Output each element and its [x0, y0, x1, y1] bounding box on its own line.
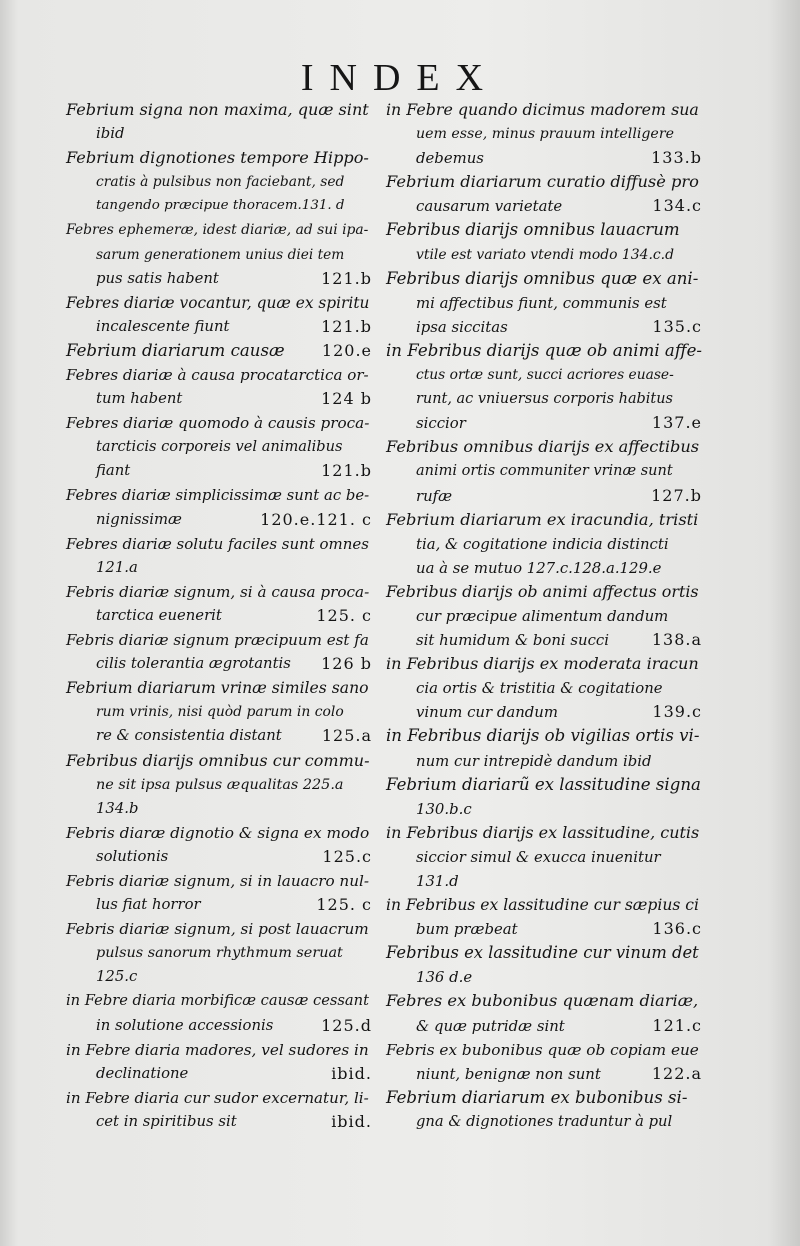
index-entry	[386, 989, 702, 1037]
index-entry-line: num cur intrepidè dandum ibid	[416, 751, 652, 770]
index-entry-line: Febribus omnibus diarijs ex affectibus	[386, 437, 700, 457]
index-entry	[66, 291, 372, 339]
index-entry-line: 130.b.c	[416, 799, 472, 818]
index-entry-line: in Febre diaria madores, vel sudores in	[66, 1040, 369, 1059]
index-entry-line: Febrium dignotiones tempore Hippo-	[66, 148, 369, 168]
index-entry-line: ipsa siccitas	[416, 317, 508, 336]
page-reference: 124 b	[321, 389, 372, 409]
index-entry-line: tarctica euenerit	[96, 606, 222, 624]
index-entry-line: cia ortis & tristitia & cogitatione	[416, 679, 663, 698]
index-entry-line: debemus	[416, 149, 484, 168]
index-entry-line: cet in spiritibus sit	[96, 1112, 237, 1130]
index-entry-line: mi affectibus fiunt, communis est	[416, 293, 667, 312]
index-entry-line: pulsus sanorum rhythmum seruat	[96, 945, 343, 962]
index-entry-line: 121.a	[96, 558, 138, 576]
index-entry-line: in Febribus diarijs ex lassitudine, cutis	[386, 822, 700, 842]
index-entry-line: in Febre diaria cur sudor excernatur, li-	[66, 1088, 369, 1107]
index-entry	[66, 146, 372, 218]
index-entry	[386, 339, 702, 435]
index-entry-line: Febris diariæ signum, si à causa proca-	[66, 582, 370, 601]
page-reference: 125. c	[316, 605, 372, 625]
index-entry-line: declinatione	[96, 1064, 189, 1082]
index-entry-line: in Febribus diarijs ex moderata iracun	[386, 654, 699, 674]
index-entry-line: causarum varietate	[416, 197, 563, 216]
page-reference: 125.d	[321, 1015, 372, 1035]
index-entry-line: ua à se mutuo 127.c.128.a.129.e	[416, 558, 662, 577]
index-entry-line: tangendo præcipue thoracem.131. d	[96, 198, 345, 214]
page-reference: 125.c	[322, 846, 372, 866]
index-entry	[66, 821, 372, 869]
index-entry	[386, 508, 702, 580]
index-entry-line: ibid	[96, 125, 125, 143]
index-entry	[66, 989, 372, 1037]
index-entry	[386, 1086, 702, 1134]
index-entry-line: tum habent	[96, 390, 183, 408]
index-entry-line: Febrium signa non maxima, quæ sint	[66, 100, 369, 119]
index-entry-line: Febris diariæ signum, si in lauacro nul-	[66, 872, 369, 890]
index-entry-line: lus fiat horror	[96, 896, 201, 914]
index-entry	[66, 532, 372, 580]
index-entry-line: niunt, benignæ non sunt	[416, 1064, 601, 1083]
page-reference: ibid.	[331, 1111, 372, 1131]
index-entry	[66, 484, 372, 532]
index-entry-line: Febrium diariarum curatio diffusè pro	[386, 172, 699, 192]
index-entry-line: Febres diariæ vocantur, quæ ex spiritu	[66, 293, 370, 312]
page-reference: 127.b	[651, 485, 702, 505]
index-entry-line: Febres diariæ solutu faciles sunt omnes	[66, 534, 369, 553]
page-reference: 133.b	[651, 148, 702, 168]
index-entry-line: Febres diariæ simplicissimæ sunt ac be-	[66, 486, 370, 504]
index-entry-line: Febris diariæ signum præcipuum est fa	[66, 631, 369, 650]
index-entry-line: rum vrinis, nisi quòd parum in colo	[96, 704, 344, 721]
index-entry-line: 125.c	[96, 968, 138, 986]
index-column-right	[386, 98, 702, 1134]
index-entry-line: siccior simul & exucca inuenitur	[416, 847, 661, 866]
index-entry-line: ctus ortæ sunt, succi acriores euase-	[416, 367, 674, 384]
index-entry-line: incalescente fiunt	[96, 317, 230, 335]
index-entry	[66, 869, 372, 917]
index-entry-line: Febrium diariarum ex bubonibus si-	[386, 1087, 688, 1107]
index-entry-line: ne sit ipsa pulsus æqualitas 225.a	[96, 776, 344, 793]
index-entry-line: 136 d.e	[416, 968, 473, 987]
index-entry-line: animi ortis communiter vrinæ sunt	[416, 463, 673, 480]
page-reference: 135.c	[652, 316, 702, 336]
page-reference: 121.b	[321, 268, 372, 288]
index-entry-line: siccior	[416, 414, 466, 433]
index-entry-line: pus satis habent	[96, 269, 219, 287]
index-entry	[66, 628, 372, 676]
index-entry-line: Febres ephemeræ, idest diariæ, ad sui ipa-	[66, 222, 369, 239]
index-entry-line: Febris diaræ dignotio & signa ex modo	[66, 823, 370, 842]
index-entry-line: rufæ	[416, 486, 453, 505]
page-reference: 138.a	[651, 630, 702, 650]
index-entry	[66, 218, 372, 290]
index-entry-line: Febris diariæ signum, si post lauacrum	[66, 920, 369, 939]
index-entry	[66, 339, 372, 363]
index-entry-line: 134.b	[96, 799, 139, 817]
index-entry	[386, 1038, 702, 1086]
index-entry-line: nignissimæ	[96, 510, 182, 528]
index-entry-line: Febris ex bubonibus quæ ob copiam eue	[386, 1040, 699, 1059]
index-entry	[66, 917, 372, 989]
index-entry-line: & quæ putridæ sint	[416, 1016, 565, 1035]
index-entry	[66, 580, 372, 628]
index-entry-line: in Febribus diarijs ob vigilias ortis vi-	[386, 726, 700, 746]
index-entry-line: tarcticis corporeis vel animalibus	[96, 438, 343, 456]
page-reference: 121.b	[321, 316, 372, 336]
index-entry	[386, 435, 702, 507]
index-entry	[66, 1038, 372, 1086]
index-entry-line: Febres ex bubonibus quænam diariæ,	[386, 991, 699, 1011]
index-entry-line: cilis tolerantia ægrotantis	[96, 655, 291, 673]
index-entry	[386, 893, 702, 941]
index-entry-line: Febres diariæ à causa procatarctica or-	[66, 366, 369, 385]
page-reference: 125.a	[321, 726, 372, 746]
page-reference: 126 b	[321, 654, 372, 674]
index-entry-line: in Febribus diarijs quæ ob animi affe-	[386, 340, 703, 360]
index-entry	[66, 411, 372, 483]
index-entry	[66, 98, 372, 146]
index-entry-line: Febres diariæ quomodo à causis proca-	[66, 414, 370, 433]
index-entry	[386, 580, 702, 652]
index-entry-line: sarum generationem unius diei tem	[96, 246, 345, 263]
index-entry	[386, 773, 702, 821]
page-reference: 121.c	[652, 1015, 702, 1035]
index-entry-line: runt, ac vniuersus corporis habitus	[416, 391, 673, 408]
index-entry-line: Febribus ex lassitudine cur vinum det	[386, 943, 699, 963]
index-entry-line: in Febre diaria morbificæ causæ cessant	[66, 992, 369, 1010]
index-entry	[386, 652, 702, 724]
index-entry-line: in Febre quando dicimus madorem sua	[386, 100, 699, 119]
page-reference: 121.b	[321, 461, 372, 481]
index-entry-line: sit humidum & boni succi	[416, 631, 609, 650]
index-entry	[66, 676, 372, 748]
index-entry	[66, 363, 372, 411]
page-reference: 139.c	[652, 702, 702, 722]
index-entry	[66, 749, 372, 821]
index-entry-line: in Febribus ex lassitudine cur sæpius ci	[386, 896, 699, 915]
index-entry-line: vtile est variato vtendi modo 134.c.d	[416, 246, 675, 263]
index-entry-line: solutionis	[96, 847, 169, 865]
index-entry	[386, 218, 702, 266]
index-entry	[386, 267, 702, 339]
index-entry-line: Febrium diariarum causæ	[66, 340, 285, 360]
index-entry-line: in solutione accessionis	[96, 1016, 274, 1034]
index-entry-line: gna & dignotiones traduntur à pul	[416, 1112, 673, 1130]
index-entry	[66, 1086, 372, 1134]
index-entry-line: 131.d	[416, 872, 459, 890]
index-entry	[386, 941, 702, 989]
page-reference: 120.e	[321, 340, 372, 360]
index-entry	[386, 170, 702, 218]
index-entry	[386, 98, 702, 170]
index-entry-line: re & consistentia distant	[96, 727, 282, 745]
index-column-left	[66, 98, 372, 1134]
index-entry-line: bum præbeat	[416, 920, 518, 939]
page-reference: 122.a	[651, 1063, 702, 1083]
index-entry-line: cratis à pulsibus non faciebant, sed	[96, 174, 345, 191]
page-reference: 137.e	[651, 413, 702, 433]
index-entry-line: Febrium diariarũ ex lassitudine signa	[386, 774, 701, 794]
index-entry	[386, 821, 702, 893]
page-reference: 125. c	[316, 895, 372, 915]
index-entry-line: vinum cur dandum	[416, 703, 558, 722]
index-entry-line: uem esse, minus prauum intelligere	[416, 126, 674, 143]
page-reference: 136.c	[652, 919, 702, 939]
index-entry-line: Febribus diarijs omnibus quæ ex ani-	[386, 268, 699, 288]
index-entry-line: Febribus diarijs omnibus cur commu-	[66, 750, 370, 770]
page-reference: 134.c	[652, 196, 702, 216]
index-entry	[386, 724, 702, 772]
page-reference: ibid.	[331, 1063, 372, 1083]
index-entry-line: Febrium diariarum ex iracundia, tristi	[386, 509, 699, 529]
index-entry-line: Febribus diarijs omnibus lauacrum	[386, 220, 680, 240]
index-entry-line: tia, & cogitatione indicia distincti	[416, 534, 669, 553]
page-reference: 120.e.121. c	[260, 509, 372, 529]
page-title: INDEX	[300, 57, 500, 99]
index-entry-line: cur præcipue alimentum dandum	[416, 606, 669, 625]
index-entry-line: Febribus diarijs ob animi affectus ortis	[386, 581, 699, 601]
index-entry-line: Febrium diariarum vrinæ similes sano	[66, 679, 369, 698]
index-entry-line: fiant	[96, 462, 131, 480]
